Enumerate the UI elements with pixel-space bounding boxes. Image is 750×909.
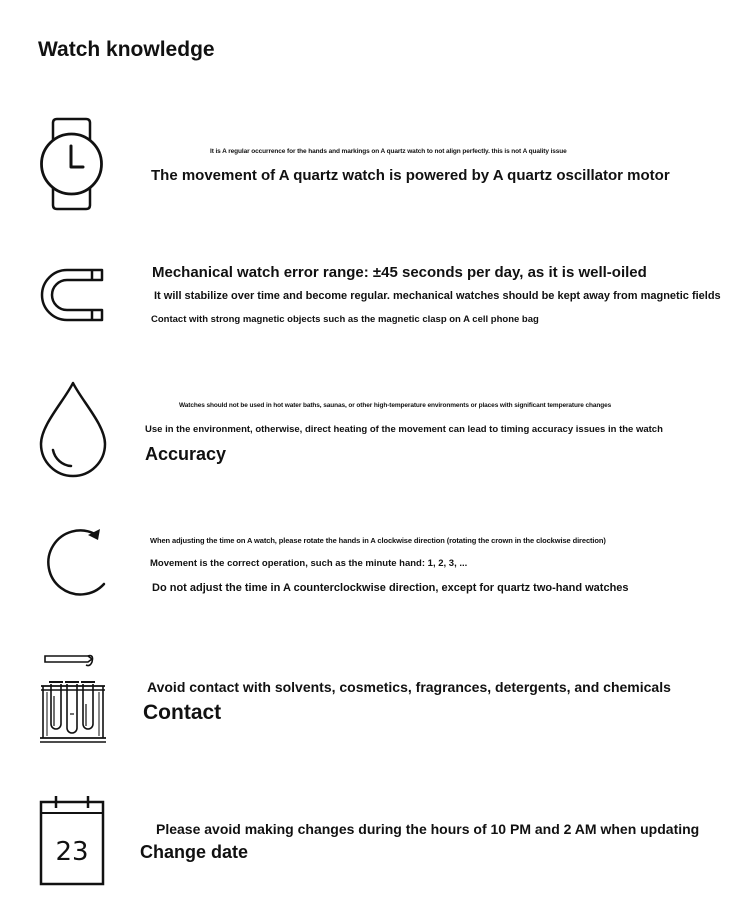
section-1-note: It is A regular occurrence for the hands and markings on A quartz watch to not align perfectly. this is not A quality issue: [210, 148, 567, 155]
watch-icon: [38, 116, 106, 212]
magnet-icon: [38, 266, 108, 326]
section-3-note: Watches should not be used in hot water baths, saunas, or other high-temperature environments or places with significant temperature changes: [179, 402, 612, 409]
section-1-heading: The movement of A quartz watch is powered by A quartz oscillator motor: [151, 167, 670, 184]
water-drop-icon: [38, 380, 108, 478]
section-2-line-3: Contact with strong magnetic objects such as the magnetic clasp on A cell phone bag: [151, 314, 539, 325]
test-tubes-icon: [38, 652, 108, 744]
section-5-heading: Contact: [143, 701, 222, 724]
section-2-line-2: It will stabilize over time and become regular. mechanical watches should be kept away from magnetic fields: [154, 290, 721, 302]
section-6-line-1: Please avoid making changes during the hours of 10 PM and 2 AM when updating: [156, 821, 700, 837]
section-4-line-3: Do not adjust the time in A counterclockwise direction, except for quartz two-hand watches: [152, 582, 629, 594]
section-5-line-1: Avoid contact with solvents, cosmetics, fragrances, detergents, and chemicals: [147, 679, 671, 695]
section-2-heading: Mechanical watch error range: ±45 seconds per day, as it is well-oiled: [152, 264, 647, 281]
calendar-number: 23: [55, 837, 89, 867]
calendar-icon: [38, 794, 106, 888]
section-6-heading: Change date: [140, 842, 249, 862]
section-3-line-2: Use in the environment, otherwise, direct heating of the movement can lead to timing accuracy issues in the watch: [145, 424, 663, 435]
section-4-note: When adjusting the time on A watch, please rotate the hands in A clockwise direction (rotating the crown in the clockwise direction): [150, 536, 606, 545]
clockwise-arrow-icon: [38, 526, 110, 604]
section-3-heading: Accuracy: [145, 444, 227, 464]
section-4-line-2: Movement is the correct operation, such as the minute hand: 1, 2, 3, ...: [150, 558, 468, 569]
page-title: Watch knowledge: [38, 38, 215, 61]
